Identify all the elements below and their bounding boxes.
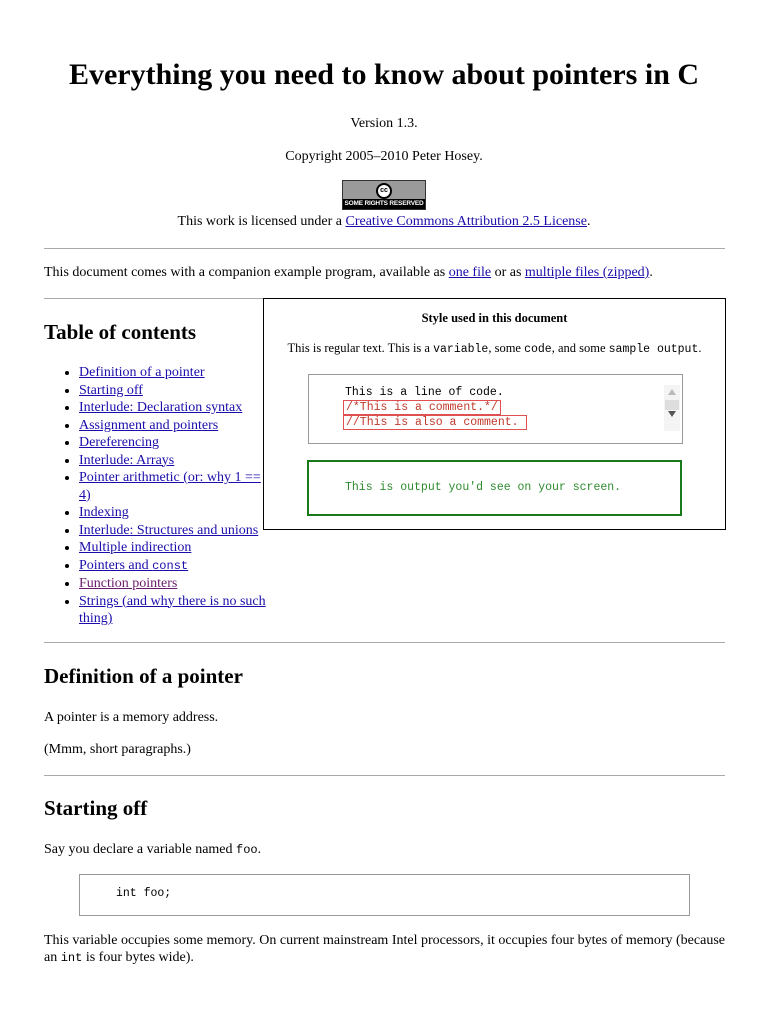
code-block bbox=[79, 874, 690, 916]
companion-paragraph bbox=[44, 265, 734, 281]
companion-middle: or as bbox=[491, 265, 525, 280]
toc-item bbox=[79, 469, 266, 504]
toc-item bbox=[79, 452, 266, 470]
comment-line: //This is also a comment. bbox=[343, 415, 527, 430]
toc-link-const[interactable] bbox=[79, 558, 188, 573]
divider bbox=[44, 775, 725, 776]
legend-variable: variable bbox=[433, 343, 489, 356]
legend-text: . bbox=[698, 341, 702, 355]
divider bbox=[44, 298, 263, 299]
table-of-contents bbox=[44, 364, 266, 628]
page-title: Everything you need to know about pointers in C bbox=[68, 58, 700, 91]
toc-item bbox=[79, 539, 266, 557]
legend-text: This is regular text. This is a bbox=[287, 341, 434, 355]
scroll-up-icon[interactable] bbox=[668, 389, 676, 395]
version-text: Version 1.3. bbox=[350, 116, 418, 131]
starting-paragraph bbox=[44, 842, 734, 858]
multiple-files-link[interactable]: multiple files (zipped) bbox=[524, 265, 650, 280]
toc-item bbox=[79, 522, 266, 540]
toc-link-label: Pointers and bbox=[79, 557, 153, 573]
toc-link-structures[interactable]: Interlude: Structures and unions bbox=[79, 522, 259, 538]
toc-link-starting-off[interactable]: Starting off bbox=[79, 382, 143, 398]
legend-code: code bbox=[524, 343, 552, 356]
legend-text: , some bbox=[488, 341, 525, 355]
output-line: This is output you'd see on your screen. bbox=[345, 481, 622, 494]
toc-item bbox=[79, 575, 266, 593]
code-line: This is a line of code. bbox=[345, 386, 504, 399]
scroll-thumb[interactable] bbox=[665, 400, 679, 410]
toc-link-indexing[interactable]: Indexing bbox=[79, 505, 129, 520]
toc-item bbox=[79, 417, 266, 435]
creative-commons-badge[interactable] bbox=[342, 180, 426, 210]
comment-line: /*This is a comment.*/ bbox=[343, 400, 501, 415]
toc-link-function-pointers[interactable]: Function pointers bbox=[79, 576, 178, 591]
section-heading-definition: Definition of a pointer bbox=[44, 664, 243, 688]
toc-link-arrays[interactable]: Interlude: Arrays bbox=[79, 452, 175, 468]
code-line: int foo; bbox=[116, 887, 172, 900]
style-legend-description bbox=[264, 341, 725, 356]
license-suffix: . bbox=[586, 214, 591, 229]
license-line bbox=[0, 214, 768, 230]
paragraph-text: . bbox=[257, 842, 262, 857]
companion-prefix: This document comes with a companion example program, available as bbox=[44, 265, 449, 280]
one-file-link[interactable]: one file bbox=[448, 265, 492, 280]
divider bbox=[44, 642, 725, 643]
scroll-down-icon[interactable] bbox=[668, 411, 676, 417]
copyright-text: Copyright 2005–2010 Peter Hosey. bbox=[285, 149, 483, 164]
inline-code: int bbox=[60, 951, 83, 965]
license-prefix: This work is licensed under a bbox=[177, 214, 346, 229]
legend-text: , and some bbox=[551, 341, 609, 355]
inline-code: foo bbox=[236, 843, 258, 857]
toc-item bbox=[79, 557, 266, 576]
section-heading-starting-off: Starting off bbox=[44, 796, 148, 820]
companion-suffix: . bbox=[649, 265, 653, 280]
paragraph-text: This variable occupies some memory. On current mainstream Intel processors, it occupies four bytes of memory (because an bbox=[44, 933, 725, 965]
toc-link-definition[interactable]: Definition of a pointer bbox=[79, 365, 205, 380]
output-sample-box bbox=[307, 460, 682, 516]
badge-text: SOME RIGHTS RESERVED bbox=[344, 200, 424, 207]
legend-output: sample output bbox=[608, 343, 699, 356]
toc-item bbox=[79, 593, 266, 628]
definition-paragraph: A pointer is a memory address. bbox=[44, 710, 219, 725]
toc-link-declaration-syntax[interactable]: Interlude: Declaration syntax bbox=[79, 400, 243, 415]
toc-item bbox=[79, 434, 266, 452]
toc-link-dereferencing[interactable]: Dereferencing bbox=[79, 435, 160, 450]
style-legend-box bbox=[263, 298, 726, 530]
memory-paragraph bbox=[44, 932, 734, 967]
definition-paragraph: (Mmm, short paragraphs.) bbox=[44, 742, 191, 757]
toc-link-multiple-indirection[interactable]: Multiple indirection bbox=[79, 540, 192, 555]
toc-item bbox=[79, 364, 266, 382]
license-link[interactable]: Creative Commons Attribution 2.5 License bbox=[345, 214, 587, 229]
toc-link-code: const bbox=[152, 558, 189, 573]
code-sample-box bbox=[308, 374, 683, 444]
toc-item bbox=[79, 382, 266, 400]
toc-link-strings[interactable]: Strings (and why there is no such thing) bbox=[79, 593, 266, 626]
toc-heading: Table of contents bbox=[44, 320, 197, 344]
paragraph-text: is four bytes wide). bbox=[82, 950, 194, 965]
style-legend-heading: Style used in this document bbox=[421, 311, 568, 325]
divider bbox=[44, 248, 725, 249]
creative-commons-icon: cc bbox=[376, 183, 392, 199]
toc-link-pointer-arithmetic[interactable]: Pointer arithmetic (or: why 1 == 4) bbox=[79, 470, 261, 503]
toc-item bbox=[79, 504, 266, 522]
scrollbar[interactable] bbox=[664, 385, 680, 431]
toc-link-assignment[interactable]: Assignment and pointers bbox=[79, 417, 219, 433]
toc-item bbox=[79, 399, 266, 417]
paragraph-text: Say you declare a variable named bbox=[44, 842, 237, 857]
